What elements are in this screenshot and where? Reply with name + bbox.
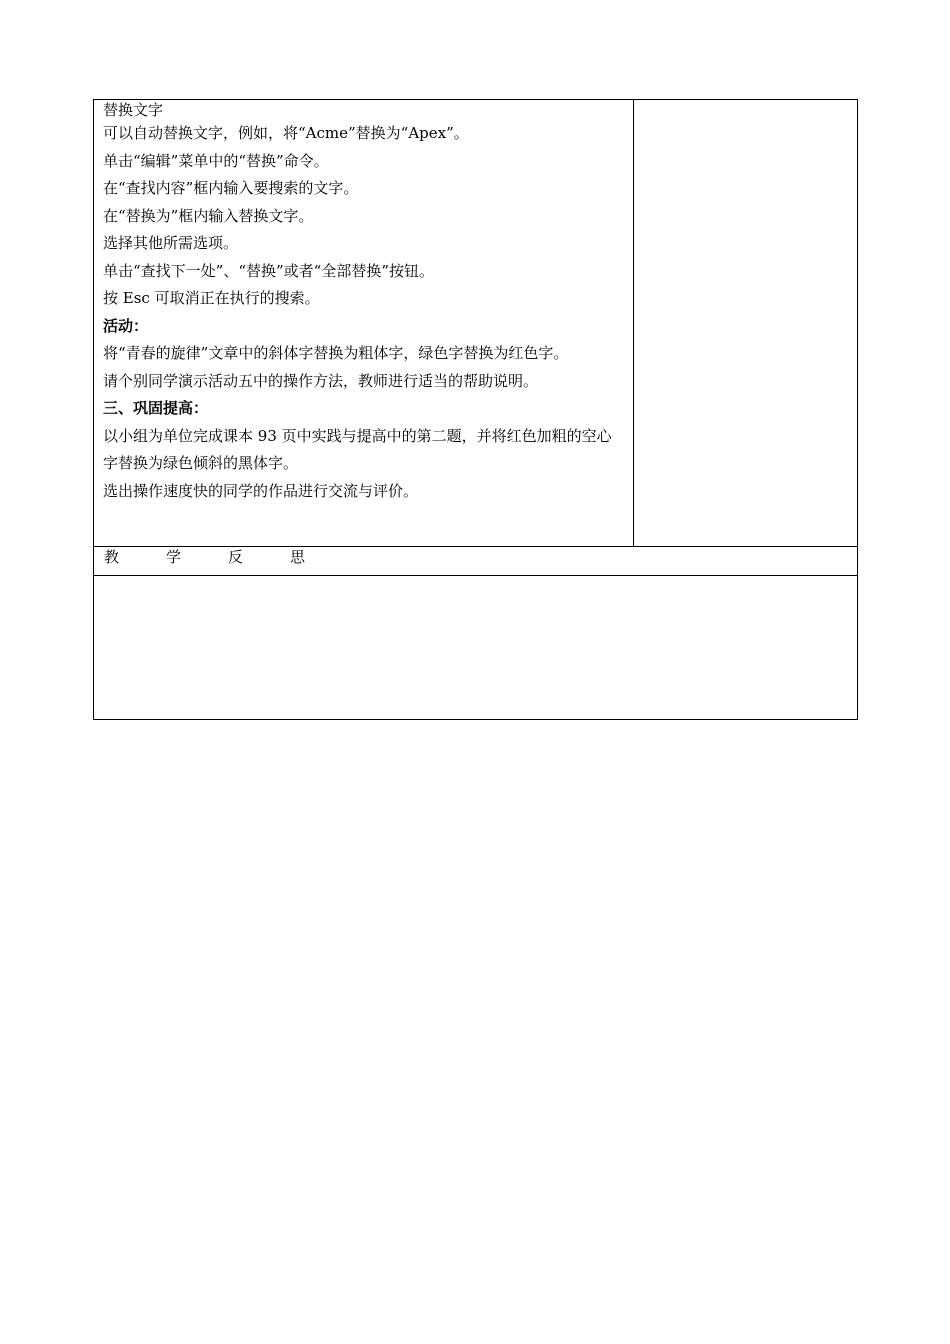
reflection-header-cell (94, 547, 858, 576)
lesson-content-cell (94, 100, 634, 547)
consolidate-text-1: 以小组为单位完成课本 93 页中实践与提高中的第二题，并将红色加粗的空心字替换为绿色倾斜的黑体字。 (103, 426, 612, 472)
reflection-char-4: 思 (290, 548, 306, 566)
lesson-plan-table (93, 99, 858, 720)
reflection-char-3: 反 (228, 548, 244, 566)
step-replace-with-line: 在“替换为”框内输入替换文字。 (103, 206, 314, 225)
content-row (94, 100, 858, 547)
consolidate-text-2: 选出操作速度快的同学的作品进行交流与评价。 (103, 481, 419, 500)
replace-intro-line: 可以自动替换文字，例如，将“Acme”替换为“Apex”。 (103, 124, 469, 142)
reflection-header-row (94, 547, 858, 576)
reflection-body-row (94, 576, 858, 720)
reflection-char-2: 学 (166, 548, 182, 566)
consolidate-heading: 三、巩固提高： (103, 399, 209, 417)
step-find-content-line: 在“查找内容”框内输入要搜索的文字。 (103, 179, 359, 197)
reflection-body-cell (94, 576, 858, 720)
step-buttons-line: 单击“查找下一处”、“替换”或者“全部替换”按钮。 (103, 261, 435, 280)
reflection-title (104, 547, 857, 567)
side-notes-cell (634, 100, 858, 547)
activity-text-1: 将“青春的旋律”文章中的斜体字替换为粗体字，绿色字替换为红色字。 (103, 344, 569, 362)
section-title-replace-text: 替换文字 (103, 101, 164, 119)
step-esc-line: 按 Esc 可取消正在执行的搜索。 (103, 289, 320, 307)
reflection-char-1: 教 (104, 548, 120, 566)
step-options-line: 选择其他所需选项。 (103, 234, 239, 252)
step-edit-menu-line: 单击“编辑”菜单中的“替换”命令。 (103, 151, 329, 170)
activity-text-2: 请个别同学演示活动五中的操作方法，教师进行适当的帮助说明。 (103, 371, 539, 390)
activity-heading: 活动： (103, 316, 149, 335)
